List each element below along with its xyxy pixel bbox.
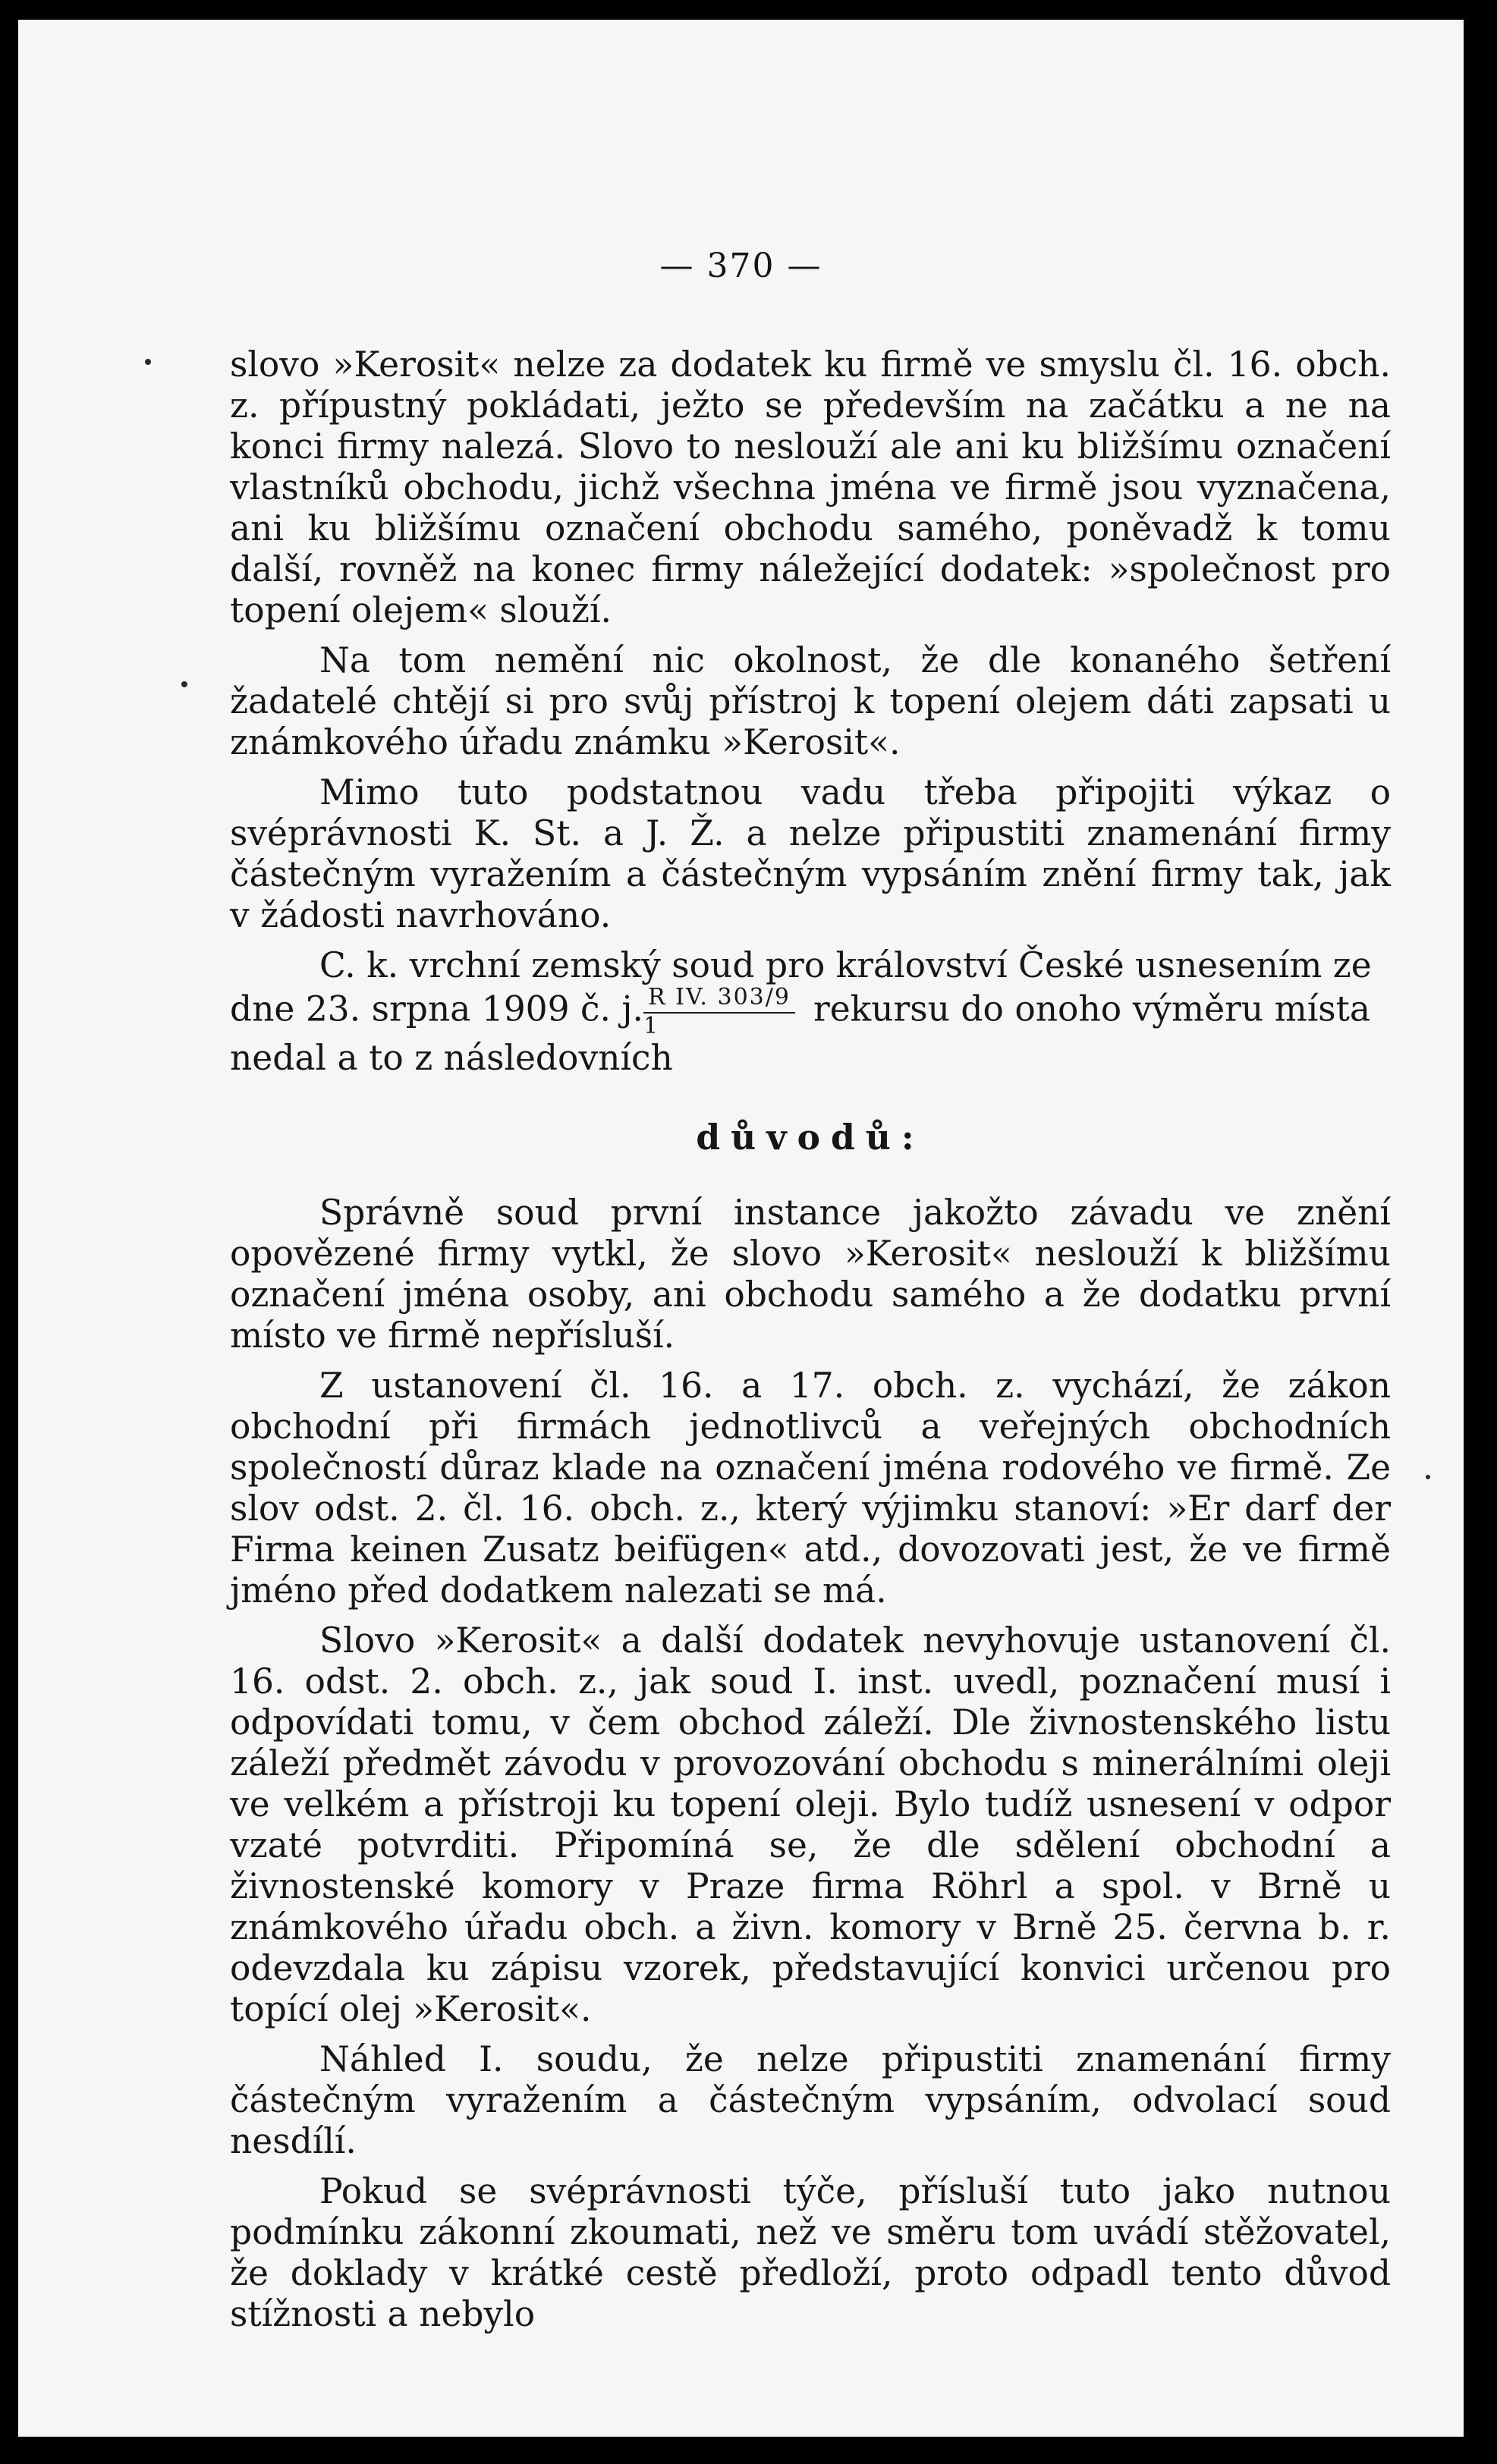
- paragraph-capacity-defect: Mimo tuto podstatnou vadu třeba připojiti výkaz o svéprávnosti K. St. a J. Ž. a nelze připustiti znamenání firmy částečným vyražením a částečným vypsáním znění firmy tak, jak v žádosti navrhováno.: [230, 772, 1391, 935]
- paragraph-gap: [230, 631, 1391, 640]
- ruling-line-3: nedal a to z následovních: [230, 1038, 673, 1078]
- ruling-line-2: [230, 986, 1391, 1038]
- body-text: [230, 344, 1391, 2335]
- case-number-bottom: 1: [643, 1013, 659, 1039]
- scan-speck: [145, 359, 151, 365]
- paragraph-gap: [230, 1356, 1391, 1366]
- reason-paragraph-1: Správně soud první instance jakožto závadu ve znění opovězené firmy vytkl, že slovo »Kerosit« neslouží k bližšímu označení jména osoby, ani obchodu samého a že dodatku první místo ve firmě nepřísluší.: [230, 1193, 1391, 1356]
- paragraph-gap: [230, 2162, 1391, 2171]
- paragraph-gap: [230, 763, 1391, 772]
- document-page: [18, 20, 1464, 2437]
- reason-paragraph-3: Slovo »Kerosit« a další dodatek nevyhovuje ustanovení čl. 16. odst. 2. obch. z., jak soud I. inst. uvedl, poznačení musí i odpovídati tomu, v čem obchod záleží. Dle živnostenského listu záleží předmět závodu v provozování obchodu s minerálními oleji ve velkém a přístroji ku topení oleji. Bylo tudíž usnesení v odpor vzaté potvrditi. Připomíná se, že dle sdělení obchodní a živnostenské komory v Praze firma Röhrl a spol. v Brně u známkového úřadu obch. a živn. komory v Brně 25. června b. r. odevzdala ku zápisu vzorek, představující konvici určenou pro topící olej »Kerosit«.: [230, 1620, 1391, 2029]
- paragraph-gap: [230, 1611, 1391, 1620]
- ruling-paragraph: [230, 945, 1391, 1079]
- scan-speck: [181, 681, 187, 687]
- ruling-date: dne 23. srpna 1909 č. j.: [230, 988, 644, 1029]
- scan-speck: [1426, 1475, 1430, 1479]
- paragraph-gap: [230, 2030, 1391, 2039]
- reason-paragraph-2: Z ustanovení čl. 16. a 17. obch. z. vychází, že zákon obchodní při firmách jednotlivců a veřejných obchodních společností důraz klade na označení jména rodového ve firmě. Ze slov odst. 2. čl. 16. obch. z., který výjimku stanoví: »Er darf der Firma keinen Zusatz beifügen« atd., dovozovati jest, že ve firmě jméno před dodatkem nalezati se má.: [230, 1366, 1391, 1611]
- paragraph-trademark: Na tom nemění nic okolnost, že dle konaného šetření žadatelé chtějí si pro svůj přístroj k topení olejem dáti zapsati u známkového úřadu známku »Kerosit«.: [230, 640, 1391, 762]
- ruling-line-1: C. k. vrchní zemský soud pro království České usnesením ze: [319, 945, 1372, 985]
- paragraph-gap: [230, 936, 1391, 945]
- paragraph-kerosit-addition: slovo »Kerosit« nelze za dodatek ku firmě ve smyslu čl. 16. obch. z. přípustný pokládati, ježto se především na začátku a ne na konci firmy nalezá. Slovo to neslouží ale ani ku bližšímu označení vlastníků obchodu, jichž všechna jména ve firmě jsou vyznačena, ani ku bližšímu označení obchodu samého, poněvadž k tomu další, rovněž na konec firmy náležející dodatek: »společnost pro topení olejem« slouží.: [230, 344, 1391, 630]
- case-number-top: R IV. 303/9: [643, 986, 795, 1014]
- page-number: — 370 —: [659, 247, 822, 285]
- section-heading: důvodů:: [696, 1117, 925, 1158]
- ruling-continuation: rekursu do onoho výměru místa: [813, 988, 1371, 1029]
- case-number: [643, 986, 795, 1038]
- reason-paragraph-5: Pokud se svéprávnosti týče, přísluší tuto jako nutnou podmínku zákonní zkoumati, než ve směru tom uvádí stěžovatel, že doklady v krátké cestě předloží, proto odpadl tento důvod stížnosti a nebylo: [230, 2171, 1391, 2334]
- reason-paragraph-4: Náhled I. soudu, že nelze připustiti znamenání firmy částečným vyražením a částečným vypsáním, odvolací soud nesdílí.: [230, 2039, 1391, 2161]
